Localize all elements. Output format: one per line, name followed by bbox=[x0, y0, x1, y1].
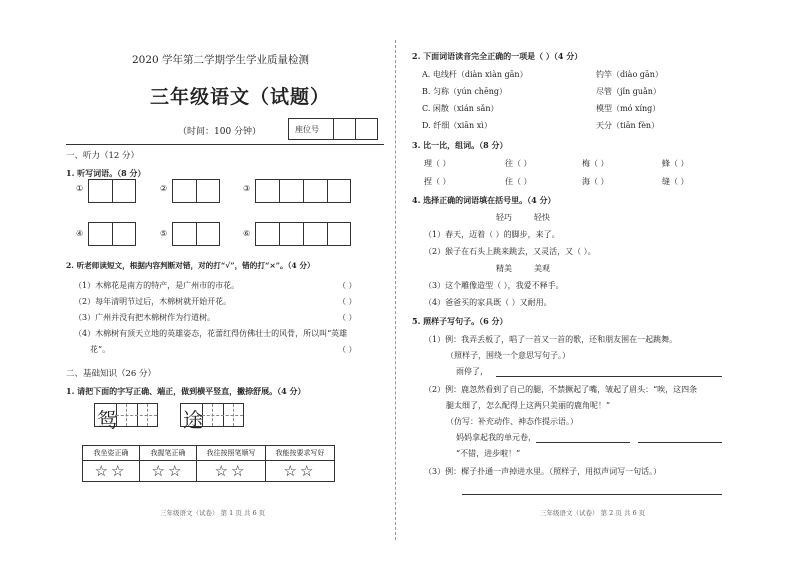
handwriting-grid-2[interactable] bbox=[180, 403, 244, 432]
example-2-prompt: 妈妈拿起我的单元卷， bbox=[456, 433, 536, 442]
judge-item-4: （4）木棉树有顶天立地的英雄姿态，花蕾红得仿佛壮士的风骨，所以叫“英雄 bbox=[74, 329, 348, 338]
compare-2-2[interactable]: 住（ ） bbox=[505, 177, 532, 186]
compare-1-1[interactable]: 理（ ） bbox=[424, 159, 451, 168]
example-2-quote: “不错，进步啦！” bbox=[456, 449, 521, 458]
compare-1-2[interactable]: 往（ ） bbox=[505, 159, 532, 168]
eval-stars-1[interactable]: ☆☆ bbox=[83, 461, 140, 482]
question-2-judge: 2. 听老师读短文，根据内容判断对错，对的打“√”，错的打“×”。（4 分） bbox=[66, 261, 315, 270]
dictation-box-4[interactable] bbox=[88, 222, 136, 246]
eval-stars-3[interactable]: ☆☆ bbox=[197, 461, 266, 482]
option-d-2: 天分（tiān fèn） bbox=[596, 121, 660, 130]
handwriting-grid-1[interactable] bbox=[94, 403, 158, 432]
exam-title: 2020 学年第二学期学生学业质量检测 bbox=[132, 54, 310, 66]
option-d[interactable]: D. 纤细（xiān xì） bbox=[422, 121, 492, 130]
judge-answer-4[interactable]: （ ） bbox=[338, 345, 357, 354]
question-1-listening: 1. 听写词语。（8 分） bbox=[66, 168, 146, 178]
header-rule bbox=[66, 144, 384, 145]
judge-answer-1[interactable]: （ ） bbox=[338, 281, 357, 290]
option-b[interactable]: B. 匀称（yún chēng） bbox=[422, 87, 507, 96]
compare-2-4[interactable]: 缝（ ） bbox=[662, 177, 689, 186]
judge-item-3: （3）广州并没有把木棉树作为行道树。 bbox=[74, 313, 216, 322]
example-2-instruction: （仿写：补充动作、神态作提示语。） bbox=[446, 417, 578, 426]
compare-1-4[interactable]: 蜂（ ） bbox=[662, 159, 689, 168]
footer-page-2: 三年级语文（试卷） 第 2 页 共 6 页 bbox=[540, 509, 646, 517]
self-evaluation-table bbox=[82, 445, 335, 482]
question-2-pinyin: 2. 下面词语读音完全正确的一项是（ ）（4 分） bbox=[412, 51, 583, 61]
model-char-2: 途 bbox=[183, 408, 203, 432]
word-option-1: 轻巧 bbox=[496, 213, 512, 222]
page-divider bbox=[395, 40, 396, 540]
example-1: （1）例：我弄丢板了，唱了一首又一首的歌，还和朋友围在一起跳舞。 bbox=[424, 335, 678, 344]
example-1-prompt: 雨停了， bbox=[456, 367, 488, 376]
dictation-box-1[interactable] bbox=[88, 179, 136, 203]
seat-label: 座位号 bbox=[295, 125, 319, 134]
example-2-cont: 腿太细了，怎么配得上这两只美丽的鹿角呢！” bbox=[446, 401, 611, 410]
dictation-box-5[interactable] bbox=[172, 222, 220, 246]
label-4: ④ bbox=[76, 229, 84, 238]
option-a[interactable]: A. 电线杆（diàn xiàn gān） bbox=[422, 70, 528, 79]
label-3: ③ bbox=[243, 184, 251, 193]
main-title: 三年级语文（试题） bbox=[150, 86, 331, 108]
label-2: ② bbox=[160, 184, 168, 193]
fill-sentence-1[interactable]: （1）春天，迈着（ ）的脚步，来了。 bbox=[424, 230, 560, 239]
footer-page-1: 三年级语文（试卷） 第 1 页 共 6 页 bbox=[160, 509, 266, 517]
section-1-heading: 一、听力（12 分） bbox=[66, 151, 140, 161]
label-5: ⑤ bbox=[160, 229, 168, 238]
question-5-sentences: 5. 照样子写句子。（6 分） bbox=[412, 316, 508, 326]
word-option-4: 美观 bbox=[534, 264, 550, 273]
eval-stars-2[interactable]: ☆☆ bbox=[140, 461, 197, 482]
word-option-2: 轻快 bbox=[534, 213, 550, 222]
example-3: （3）例：樨子扑通一声掉进水里。（照样子，用拟声词写一句话。） bbox=[424, 467, 662, 476]
judge-item-1: （1）木棉花是南方的特产，是广州市的市花。 bbox=[74, 281, 240, 290]
eval-header-2: 我握笔正确 bbox=[140, 446, 197, 461]
answer-line-3[interactable] bbox=[462, 494, 722, 495]
question-1-handwriting: 1. 请把下面的字写正确、端正，做到横平竖直，撇捺舒展。（4 分） bbox=[66, 386, 306, 396]
judge-answer-3[interactable]: （ ） bbox=[338, 313, 357, 322]
fill-sentence-3[interactable]: （3）这个雕像造型（ ），我爱不释手。 bbox=[424, 281, 564, 290]
section-2-heading: 二、基础知识（26 分） bbox=[66, 369, 157, 379]
eval-stars-4[interactable]: ☆☆ bbox=[266, 461, 335, 482]
label-6: ⑥ bbox=[243, 229, 251, 238]
eval-header-4: 我能按要求写好 bbox=[266, 446, 335, 461]
judge-answer-2[interactable]: （ ） bbox=[338, 297, 357, 306]
judge-item-4-cont: 花”。 bbox=[90, 345, 111, 354]
dictation-box-3[interactable] bbox=[255, 179, 351, 203]
eval-header-3: 我往按照笔顺写 bbox=[197, 446, 266, 461]
dictation-box-6[interactable] bbox=[255, 222, 351, 246]
example-1-instruction: （照样子，围绕一个意思写句子。） bbox=[446, 351, 570, 360]
option-b-2: 尽管（jǐn guǎn） bbox=[596, 87, 661, 96]
eval-header-1: 我坐姿正确 bbox=[83, 446, 140, 461]
word-option-3: 精美 bbox=[496, 264, 512, 273]
example-2: （2）例：鹿忽然看到了自己的腿，不禁撅起了嘴，皱起了眉头：“唉，这四条 bbox=[424, 385, 698, 394]
fill-sentence-2[interactable]: （2）猴子在石头上跳来跳去，又灵活，又（ ）。 bbox=[424, 247, 596, 256]
answer-line-2a[interactable] bbox=[536, 442, 630, 443]
label-1: ① bbox=[76, 184, 84, 193]
answer-line-1[interactable] bbox=[496, 376, 722, 377]
option-a-2: 钓竿（diào gān） bbox=[596, 70, 663, 79]
compare-2-3[interactable]: 海（ ） bbox=[582, 177, 609, 186]
compare-1-3[interactable]: 梅（ ） bbox=[582, 159, 609, 168]
answer-line-2b[interactable] bbox=[638, 442, 722, 443]
model-char-1: 鸳 bbox=[97, 408, 117, 432]
compare-2-1[interactable]: 捏（ ） bbox=[424, 177, 451, 186]
dictation-box-2[interactable] bbox=[172, 179, 220, 203]
seat-number-box[interactable] bbox=[288, 118, 378, 140]
option-c[interactable]: C. 闲散（xián sǎn） bbox=[422, 104, 499, 113]
question-4-fill: 4. 选择正确的词语填在括号里。（4 分） bbox=[412, 195, 556, 205]
judge-item-2: （2）每年清明节过后，木棉树就开始开花。 bbox=[74, 297, 232, 306]
time-info: （时间：100 分钟） bbox=[178, 127, 262, 137]
option-c-2: 模型（mó xíng） bbox=[596, 104, 661, 113]
question-3-compare: 3. 比一比，组词。（8 分） bbox=[412, 140, 508, 150]
fill-sentence-4[interactable]: （4）爸爸买的家具既（ ）又耐用。 bbox=[424, 298, 552, 307]
